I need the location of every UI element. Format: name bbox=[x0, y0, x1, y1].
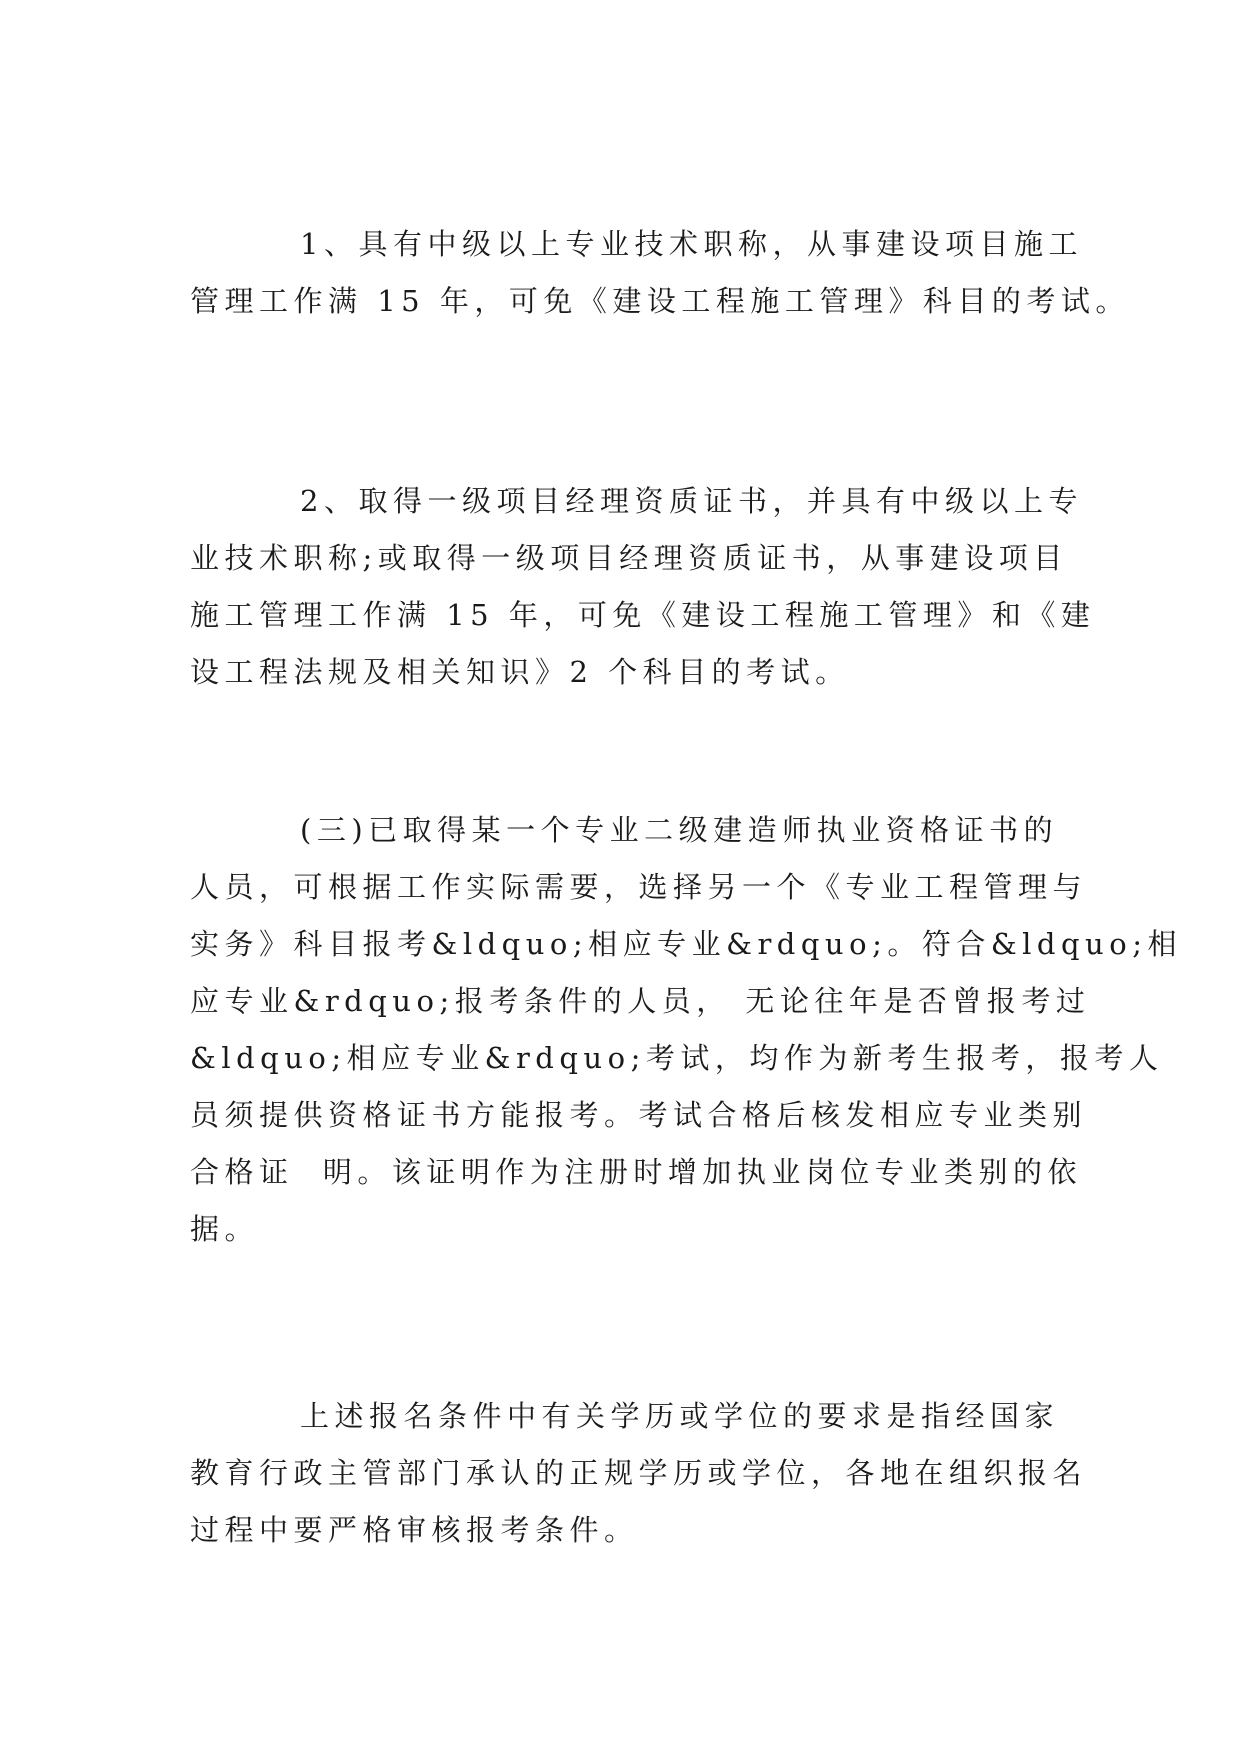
paragraph-line: 员须提供资格证书方能报考。考试合格后核发相应专业类别 bbox=[190, 1098, 1088, 1132]
paragraph-line: 过程中要严格审核报考条件。 bbox=[190, 1513, 639, 1547]
paragraph-line: 业技术职称;或取得一级项目经理资质证书，从事建设项目 bbox=[190, 541, 1068, 575]
paragraph-line: 上述报名条件中有关学历或学位的要求是指经国家 bbox=[300, 1399, 1060, 1433]
paragraph-line: (三)已取得某一个专业二级建造师执业资格证书的 bbox=[300, 813, 1059, 847]
paragraph-education-requirement bbox=[190, 1388, 1088, 1559]
paragraph-line: 据。 bbox=[190, 1212, 260, 1246]
paragraph-line: 设工程法规及相关知识》2 个科目的考试。 bbox=[190, 655, 850, 689]
paragraph-line: 合格证 明。该证明作为注册时增加执业岗位专业类别的依 bbox=[190, 1155, 1082, 1189]
paragraph-line: 施工管理工作满 15 年，可免《建设工程施工管理》和《建 bbox=[190, 598, 1096, 632]
paragraph-line: 2、取得一级项目经理资质证书，并具有中级以上专 bbox=[300, 484, 1083, 518]
paragraph-exemption-1 bbox=[190, 216, 1130, 330]
paragraph-line: &ldquo;相应专业&rdquo;考试，均作为新考生报考，报考人 bbox=[190, 1041, 1164, 1075]
paragraph-line: 人员，可根据工作实际需要，选择另一个《专业工程管理与 bbox=[190, 870, 1088, 904]
paragraph-section-three bbox=[190, 802, 1182, 1258]
paragraph-exemption-2 bbox=[190, 473, 1096, 701]
paragraph-line: 管理工作满 15 年，可免《建设工程施工管理》科目的考试。 bbox=[190, 284, 1130, 318]
paragraph-line: 教育行政主管部门承认的正规学历或学位，各地在组织报名 bbox=[190, 1456, 1088, 1490]
paragraph-line: 应专业&rdquo;报考条件的人员， 无论往年是否曾报考过 bbox=[190, 984, 1091, 1018]
paragraph-line: 1、具有中级以上专业技术职称，从事建设项目施工 bbox=[300, 227, 1083, 261]
paragraph-line: 实务》科目报考&ldquo;相应专业&rdquo;。符合&ldquo;相 bbox=[190, 927, 1182, 961]
